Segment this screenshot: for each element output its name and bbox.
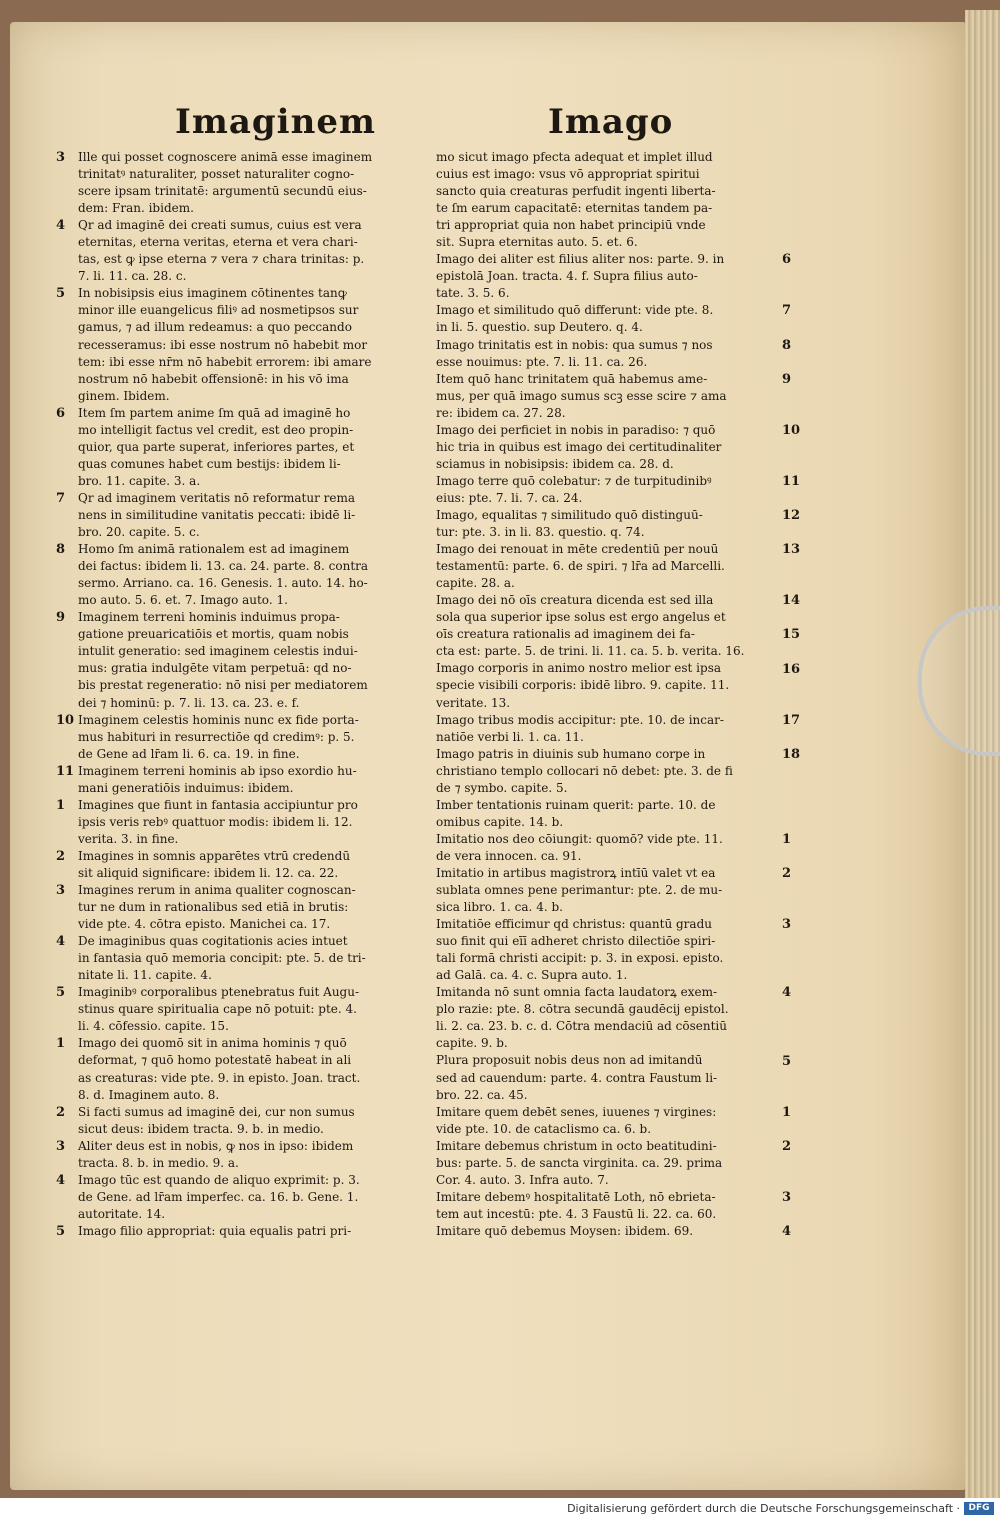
entry-line: [56, 780, 434, 797]
entry-line: Imitare quem debēt senes, iuuenes ⁊ virgines:: [436, 1104, 717, 1119]
entry-line: Imago, equalitas ⁊ similitudo quō distinguū-: [436, 507, 703, 522]
entry-text: Ille qui posset cognoscere animā esse imaginem: [78, 150, 373, 164]
entry-line: bus: parte. 5. de sancta virginita. ca. 29. prima: [436, 1155, 723, 1170]
entry-text: Qr ad imaginem veritatis nō reformatur rema: [78, 490, 356, 505]
entry-text: 7. li. 11. ca. 28. c.: [78, 269, 187, 284]
entry-line: [56, 984, 434, 1001]
entry-number: 13: [782, 542, 801, 558]
entry-text: tracta. 8. b. in medio. 9. a.: [78, 1155, 239, 1170]
entry-text: tas, est ꝙ ipse eterna ⁊ vera ⁊ chara trinitas: p.: [78, 252, 365, 267]
entry-text: minor ille euangelicus filiꝰ ad nosmetipsos sur: [78, 303, 359, 318]
entry-line: [56, 1087, 434, 1104]
entry-line: [56, 1223, 434, 1240]
entry-line: [56, 183, 434, 200]
entry-line: [56, 950, 434, 967]
entry-line: epistolā Joan. tracta. 4. f. Supra filius auto-: [436, 269, 698, 284]
entry-text: 8. d. Imaginem auto. 8.: [78, 1087, 220, 1102]
entry-number: 2: [56, 848, 66, 864]
entry-line: sola qua superior ipse solus est ergo angelus et: [436, 610, 726, 625]
entry-number: 10: [56, 712, 75, 728]
entry-line: bro. 22. ca. 45.: [436, 1087, 528, 1102]
entry-line: sublata omnes pene perimantur: pte. 2. de mu-: [436, 883, 723, 898]
entry-line: Imitare quō debemus Moysen: ibidem. 69.: [436, 1223, 694, 1238]
entry-line: [56, 1001, 434, 1018]
entry-line: Imber tentationis ruinam querit: parte. 10. de: [436, 797, 716, 812]
entry-text: tur ne dum in rationalibus sed etiā in brutis:: [78, 900, 349, 915]
entry-text: quior, qua parte superat, inferiores partes, et: [78, 439, 355, 454]
entry-text: gamus, ⁊ ad illum redeamus: a quo peccando: [78, 320, 352, 335]
entry-line: Imago dei nō oīs creatura dicenda est sed illa: [436, 593, 714, 608]
entry-text: bro. 20. capite. 5. c.: [78, 525, 200, 540]
entry-line: Item quō hanc trinitatem quā habemus ame-: [436, 371, 708, 386]
entry-line: [56, 234, 434, 251]
entry-line: [56, 1189, 434, 1206]
entry-number: 9: [56, 610, 66, 626]
entry-line: tali formā christi accipit: p. 3. in exposi. episto.: [436, 951, 724, 966]
entry-line: [56, 490, 434, 507]
entry-number: 3: [56, 883, 66, 899]
entry-number: 6: [782, 252, 792, 268]
entry-line: [56, 200, 434, 217]
entry-line: [56, 337, 434, 354]
entry-line: te ſm earum capacitatē: eternitas tandem pa-: [436, 201, 713, 216]
entry-line: cta est: parte. 5. de trini. li. 11. ca. 5. b. verita. 16.: [436, 644, 745, 659]
entry-text: Qr ad imaginē dei creati sumus, cuius est vera: [78, 218, 362, 233]
entry-text: tem: ibi esse nr̄m nō habebit errorem: ibi amare: [78, 354, 372, 369]
book-page: [10, 22, 965, 1490]
entry-number: 1: [56, 1036, 66, 1052]
dfg-logo: DFG: [964, 1502, 994, 1515]
entry-line: sancto quia creaturas perfudit ingenti liberta-: [436, 184, 716, 199]
entry-text: Imago filio appropriat: quia equalis patri pri-: [78, 1223, 352, 1238]
entry-text: stinus quare spiritualia cape nō potuit: pte. 4.: [78, 1002, 357, 1017]
entry-line: [56, 217, 434, 234]
entry-line: tur: pte. 3. in li. 83. questio. q. 74.: [436, 525, 645, 540]
entry-line: Imago dei perficiet in nobis in paradiso: ⁊ quō: [436, 422, 716, 437]
entry-text: mus habituri in resurrectiōe qd credimꝰ: p. 5.: [78, 729, 355, 744]
entry-line: de vera innocen. ca. 91.: [436, 848, 582, 863]
entry-line: [56, 729, 434, 746]
entry-line: [56, 541, 434, 558]
entry-text: recesseramus: ibi esse nostrum nō habebit mor: [78, 337, 368, 352]
entry-text: nostrum nō habebit offensionē: in his vō ima: [78, 371, 349, 386]
entry-text: mo intelligit factus vel credit, est deo propin-: [78, 422, 354, 437]
entry-line: [56, 814, 434, 831]
entry-text: de Gene. ad lr̄am imperfec. ca. 16. b. Gene. 1.: [78, 1189, 359, 1204]
entry-line: Imago tribus modis accipitur: pte. 10. de incar-: [436, 712, 724, 727]
entry-line: [56, 882, 434, 899]
entry-number: 6: [56, 405, 66, 421]
entry-text: Imaginem celestis hominis nunc ex fide porta-: [78, 712, 359, 727]
entry-line: sed ad cauendum: parte. 4. contra Faustum li-: [436, 1070, 718, 1085]
entry-line: [56, 797, 434, 814]
entry-line: tem aut incestū: pte. 4. 3 Faustū li. 22. ca. 60.: [436, 1206, 717, 1221]
entry-text: Imagines rerum in anima qualiter cognoscan-: [78, 883, 356, 898]
footer-bar: [0, 1498, 1000, 1520]
entry-number: 3: [782, 917, 792, 933]
entry-line: [56, 302, 434, 319]
entry-number: 2: [56, 1104, 66, 1120]
footer-credit: Digitalisierung gefördert durch die Deutsche Forschungsgemeinschaft ·: [567, 1502, 960, 1515]
entry-number: 1: [56, 797, 66, 813]
entry-number: 8: [56, 542, 66, 558]
entry-line: veritate. 13.: [436, 695, 511, 710]
entry-line: [56, 1206, 434, 1223]
entry-number: 2: [782, 1138, 792, 1154]
entry-text: Imaginibꝰ corporalibus ptenebratus fuit Augu-: [78, 985, 360, 1000]
entry-line: [56, 763, 434, 780]
entry-line: Imitatio in artibus magistrorꝝ intīū valet vt ea: [436, 865, 716, 880]
entry-line: [56, 1121, 434, 1138]
entry-line: [56, 626, 434, 643]
entry-text: Homo ſm animā rationalem est ad imaginem: [78, 542, 350, 557]
entry-text: bis prestat regeneratio: nō nisi per mediatorem: [78, 678, 368, 693]
entry-line: mo sicut imago pfecta adequat et implet illud: [436, 150, 713, 164]
entry-line: sciamus in nobisipsis: ibidem ca. 28. d.: [436, 456, 674, 471]
entry-line: Imago patris in diuinis sub humano corpe in: [436, 746, 706, 761]
entry-text: Aliter deus est in nobis, ꝙ nos in ipso: ibidem: [78, 1138, 354, 1153]
entry-number: 5: [56, 985, 66, 1001]
entry-text: autoritate. 14.: [78, 1206, 166, 1221]
entry-line: li. 2. ca. 23. b. c. d. Cōtra mendaciū ad cōsentiū: [436, 1019, 727, 1034]
entry-line: omibus capite. 14. b.: [436, 814, 564, 829]
entry-line: Imago dei aliter est filius aliter nos: parte. 9. in: [436, 252, 725, 267]
entry-number: 17: [782, 712, 801, 728]
entry-number: 11: [56, 763, 75, 779]
entry-number: 4: [782, 1224, 792, 1240]
entry-number: 8: [782, 337, 792, 353]
entry-number: 3: [56, 150, 66, 165]
entry-line: specie visibili corporis: ibidē libro. 9. capite. 11.: [436, 678, 730, 693]
entry-number: 4: [56, 934, 66, 950]
entry-line: tri appropriat quia non habet principiū vnde: [436, 218, 706, 233]
entry-text: Imaginem terreni hominis ab ipso exordio hu-: [78, 763, 357, 778]
entry-text: bro. 11. capite. 3. a.: [78, 473, 201, 488]
entry-text: In nobisipsis eius imaginem cōtinentes tanꝙ: [78, 286, 347, 301]
entry-line: [56, 166, 434, 183]
entry-line: tate. 3. 5. 6.: [436, 286, 510, 301]
entry-text: eternitas, eterna veritas, eterna et vera chari-: [78, 235, 358, 250]
left-column: [56, 149, 434, 1240]
running-head-left: Imaginem: [175, 102, 376, 142]
entry-line: sit. Supra eternitas auto. 5. et. 6.: [436, 235, 638, 250]
entry-text: gatione preuaricatiōis et mortis, quam nobis: [78, 627, 349, 642]
entry-line: eius: pte. 7. li. 7. ca. 24.: [436, 490, 583, 505]
entry-text: ginem. Ibidem.: [78, 388, 170, 403]
entry-line: [56, 285, 434, 302]
entry-text: vide pte. 4. cōtra episto. Manichei ca. 17.: [78, 917, 331, 932]
entry-line: [56, 695, 434, 712]
entry-line: [56, 354, 434, 371]
entry-line: natiōe verbi li. 1. ca. 11.: [436, 729, 584, 744]
entry-line: Imago terre quō colebatur: ⁊ de turpitudinibꝰ: [436, 473, 712, 488]
entry-text: verita. 3. in fine.: [78, 831, 179, 846]
entry-line: [56, 473, 434, 490]
entry-line: vide pte. 10. de cataclismo ca. 6. b.: [436, 1121, 652, 1136]
entry-line: Imago corporis in animo nostro melior est ipsa: [436, 661, 722, 676]
entry-text: de Gene ad lr̄am li. 6. ca. 19. in fine.: [78, 746, 300, 761]
entry-text: scere ipsam trinitatē: argumentū secundū eius-: [78, 184, 367, 199]
entry-text: mo auto. 5. 6. et. 7. Imago auto. 1.: [78, 593, 288, 608]
entry-line: capite. 9. b.: [436, 1036, 508, 1051]
entry-text: ipsis veris rebꝰ quattuor modis: ibidem li. 12.: [78, 814, 353, 829]
entry-line: [56, 439, 434, 456]
entry-line: [56, 456, 434, 473]
entry-number: 5: [782, 1053, 792, 1069]
entry-line: testamentū: parte. 6. de spiri. ⁊ lr̄a ad Marcelli.: [436, 559, 725, 574]
entry-text: sicut deus: ibidem tracta. 9. b. in medio.: [78, 1121, 324, 1136]
entry-line: Imago trinitatis est in nobis: qua sumus ⁊ nos: [436, 337, 713, 352]
entry-text: as creaturas: vide pte. 9. in episto. Joan. tract.: [78, 1070, 361, 1085]
entry-line: [56, 967, 434, 984]
entry-number: 1: [782, 1104, 792, 1120]
entry-line: [56, 1172, 434, 1189]
entry-text: mus: gratia indulgēte vitam perpetuā: qd no-: [78, 661, 352, 676]
entry-line: [56, 933, 434, 950]
entry-line: plo razie: pte. 8. cōtra secundā gaudēcij epistol.: [436, 1002, 729, 1017]
entry-text: nitate li. 11. capite. 4.: [78, 968, 212, 983]
entry-text: Imagines que fiunt in fantasia accipiuntur pro: [78, 797, 358, 812]
entry-line: christiano templo collocari nō debet: pte. 3. de fi: [436, 763, 733, 778]
entry-number: 4: [56, 1172, 66, 1188]
entry-line: [56, 1138, 434, 1155]
entry-number: 4: [782, 985, 792, 1001]
entry-line: [56, 388, 434, 405]
entry-number: 7: [782, 303, 792, 319]
entry-text: Imaginem terreni hominis induimus propa-: [78, 610, 340, 625]
entry-line: [56, 319, 434, 336]
entry-line: ad Galā. ca. 4. c. Supra auto. 1.: [436, 968, 628, 983]
entry-text: dem: Fran. ibidem.: [78, 201, 194, 216]
entry-text: Imagines in somnis apparētes vtrū credendū: [78, 848, 351, 863]
entry-line: [56, 865, 434, 882]
entry-line: [56, 371, 434, 388]
entry-text: dei ⁊ hominū: p. 7. li. 13. ca. 23. e. f.: [78, 695, 300, 710]
entry-line: [56, 558, 434, 575]
entry-line: Imitare debemꝰ hospitalitatē Loth, nō ebrieta-: [436, 1189, 716, 1204]
entry-line: Plura proposuit nobis deus non ad imitandū: [436, 1053, 703, 1068]
entry-text: intulit generatio: sed imaginem celestis indui-: [78, 644, 358, 659]
entry-text: in fantasia quō memoria concipit: pte. 5. de tri-: [78, 951, 366, 966]
entry-line: [56, 660, 434, 677]
entry-line: Imitatiōe efficimur qd christus: quantū gradu: [436, 917, 712, 932]
entry-line: suo finit qui eīī adheret christo dilectiōe spiri-: [436, 934, 716, 949]
entry-line: [56, 746, 434, 763]
entry-line: [56, 831, 434, 848]
entry-line: [56, 916, 434, 933]
entry-line: [56, 1155, 434, 1172]
entry-line: [56, 149, 434, 166]
entry-text: Imago dei quomō sit in anima hominis ⁊ quō: [78, 1036, 347, 1051]
entry-line: cuius est imago: vsus vō appropriat spiritui: [436, 167, 700, 182]
entry-line: Imitatio nos deo cōiungit: quomō? vide pte. 11.: [436, 831, 723, 846]
entry-line: [56, 592, 434, 609]
entry-text: sermo. Arriano. ca. 16. Genesis. 1. auto. 14. ho-: [78, 576, 368, 591]
entry-number: 7: [56, 490, 66, 506]
entry-line: [56, 1070, 434, 1087]
entry-number: 16: [782, 661, 801, 677]
entry-line: [56, 643, 434, 660]
entry-line: hic tria in quibus est imago dei certitudinaliter: [436, 439, 722, 454]
entry-number: 9: [782, 371, 792, 387]
entry-text: Item ſm partem anime ſm quā ad imaginē ho: [78, 405, 351, 420]
entry-line: re: ibidem ca. 27. 28.: [436, 405, 566, 420]
entry-number: 1: [782, 832, 792, 847]
entry-line: [56, 712, 434, 729]
entry-text: Imago tūc est quando de aliquo exprimit: p. 3.: [78, 1172, 360, 1187]
entry-number: 4: [56, 218, 66, 234]
entry-text: li. 4. cōfessio. capite. 15.: [78, 1019, 229, 1034]
entry-line: Imitare debemus christum in octo beatitudini-: [436, 1138, 717, 1153]
entry-line: Cor. 4. auto. 3. Infra auto. 7.: [436, 1172, 609, 1187]
entry-text: Si facti sumus ad imaginē dei, cur non sumus: [78, 1104, 355, 1119]
entry-line: [56, 575, 434, 592]
entry-line: sica libro. 1. ca. 4. b.: [436, 900, 563, 915]
entry-line: mus, per quā imago sumus scꝫ esse scire ⁊ ama: [436, 388, 727, 403]
entry-line: [56, 1035, 434, 1052]
entry-number: 18: [782, 746, 801, 762]
entry-line: [56, 677, 434, 694]
entry-number: 10: [782, 422, 801, 438]
entry-text: nens in similitudine vanitatis peccati: ibidē li-: [78, 507, 356, 522]
entry-line: [56, 524, 434, 541]
entry-number: 11: [782, 473, 801, 489]
entry-line: de ⁊ symbo. capite. 5.: [436, 780, 568, 795]
entry-line: [56, 609, 434, 626]
entry-line: [56, 1018, 434, 1035]
entry-line: [56, 422, 434, 439]
entry-number: 3: [782, 1190, 792, 1206]
entry-line: Imitanda nō sunt omnia facta laudatorꝝ exem-: [436, 985, 718, 1000]
entry-line: in li. 5. questio. sup Deutero. q. 4.: [436, 320, 643, 335]
right-column: [436, 149, 810, 1240]
entry-text: mani generatiōis induimus: ibidem.: [78, 780, 294, 795]
entry-number: 14: [782, 593, 801, 609]
entry-line: [56, 268, 434, 285]
entry-text: sit aliquid significare: ibidem li. 12. ca. 22.: [78, 865, 339, 880]
entry-line: Imago dei renouat in mēte credentiū per nouū: [436, 542, 719, 557]
entry-line: Imago et similitudo quō differunt: vide pte. 8.: [436, 303, 714, 318]
entry-text: De imaginibus quas cogitationis acies intuet: [78, 934, 348, 949]
entry-line: capite. 28. a.: [436, 576, 515, 591]
entry-line: [56, 507, 434, 524]
entry-line: oīs creatura rationalis ad imaginem dei fa-: [436, 627, 695, 642]
entry-number: 5: [56, 286, 66, 302]
entry-line: [56, 405, 434, 422]
entry-line: [56, 1052, 434, 1069]
entry-text: trinitatꝰ naturaliter, posset naturaliter cogno-: [78, 167, 355, 182]
entry-number: 3: [56, 1138, 66, 1154]
entry-line: [56, 1104, 434, 1121]
entry-number: 5: [56, 1223, 66, 1239]
entry-line: [56, 899, 434, 916]
entry-text: quas comunes habet cum bestijs: ibidem li-: [78, 456, 341, 471]
entry-line: [56, 848, 434, 865]
entry-line: [56, 251, 434, 268]
running-head-right: Imago: [548, 102, 674, 142]
entry-number: 15: [782, 627, 801, 643]
entry-text: deformat, ⁊ quō homo potestatē habeat in ali: [78, 1053, 352, 1068]
entry-line: esse nouimus: pte. 7. li. 11. ca. 26.: [436, 354, 648, 369]
entry-number: 12: [782, 508, 801, 524]
entry-number: 2: [782, 866, 792, 882]
entry-text: dei factus: ibidem li. 13. ca. 24. parte. 8. contra: [78, 559, 369, 574]
